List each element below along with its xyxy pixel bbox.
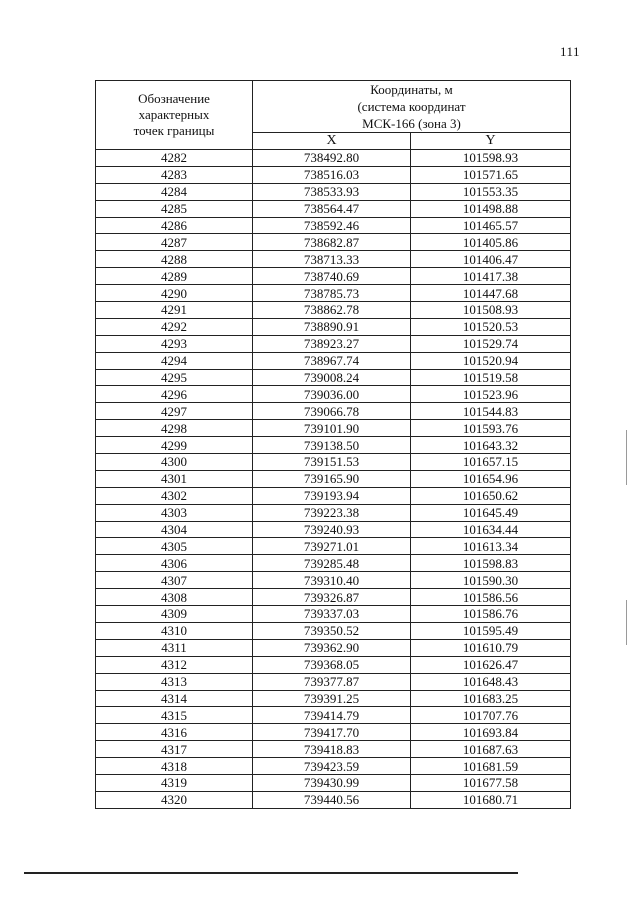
coordinates-header-line2: (система координат <box>357 99 466 114</box>
point-id-cell: 4295 <box>96 369 253 386</box>
y-coordinate-cell: 101498.88 <box>411 200 571 217</box>
y-coordinate-cell: 101613.34 <box>411 538 571 555</box>
y-coordinate-cell: 101598.83 <box>411 555 571 572</box>
point-id-cell: 4288 <box>96 251 253 268</box>
designation-header-line1: Обозначение <box>138 91 210 106</box>
coordinates-header-line3: МСК-166 (зона 3) <box>362 116 461 131</box>
point-id-cell: 4304 <box>96 521 253 538</box>
table-row <box>96 335 571 352</box>
x-coordinate-cell: 739193.94 <box>253 487 411 504</box>
y-coordinate-cell: 101634.44 <box>411 521 571 538</box>
x-coordinate-cell: 739418.83 <box>253 741 411 758</box>
table-row <box>96 285 571 302</box>
table-row <box>96 724 571 741</box>
x-coordinate-cell: 738516.03 <box>253 166 411 183</box>
table-row <box>96 673 571 690</box>
y-coordinate-cell: 101654.96 <box>411 470 571 487</box>
x-coordinate-cell: 738890.91 <box>253 318 411 335</box>
point-id-cell: 4315 <box>96 707 253 724</box>
footer-rule <box>24 872 518 874</box>
x-coordinate-cell: 738967.74 <box>253 352 411 369</box>
y-coordinate-cell: 101447.68 <box>411 285 571 302</box>
point-id-cell: 4314 <box>96 690 253 707</box>
point-id-cell: 4303 <box>96 504 253 521</box>
table-row <box>96 538 571 555</box>
table-row <box>96 217 571 234</box>
x-coordinate-cell: 739165.90 <box>253 470 411 487</box>
y-coordinate-cell: 101680.71 <box>411 791 571 808</box>
y-coordinate-cell: 101520.94 <box>411 352 571 369</box>
x-coordinate-cell: 739066.78 <box>253 403 411 420</box>
table-row <box>96 622 571 639</box>
table-row <box>96 183 571 200</box>
point-id-cell: 4290 <box>96 285 253 302</box>
x-coordinate-cell: 739417.70 <box>253 724 411 741</box>
x-coordinate-cell: 739423.59 <box>253 758 411 775</box>
y-coordinate-cell: 101687.63 <box>411 741 571 758</box>
table-row <box>96 470 571 487</box>
table-row <box>96 487 571 504</box>
point-id-cell: 4291 <box>96 302 253 319</box>
y-coordinate-cell: 101643.32 <box>411 437 571 454</box>
x-coordinate-cell: 739337.03 <box>253 606 411 623</box>
point-id-cell: 4294 <box>96 352 253 369</box>
y-column-header: Y <box>411 133 571 150</box>
y-coordinate-cell: 101523.96 <box>411 386 571 403</box>
coordinates-header-line1: Координаты, м <box>370 82 453 97</box>
table-row <box>96 369 571 386</box>
table-row <box>96 639 571 656</box>
x-coordinate-cell: 739223.38 <box>253 504 411 521</box>
y-coordinate-cell: 101520.53 <box>411 318 571 335</box>
point-id-cell: 4310 <box>96 622 253 639</box>
y-coordinate-cell: 101586.76 <box>411 606 571 623</box>
y-coordinate-cell: 101681.59 <box>411 758 571 775</box>
y-coordinate-cell: 101417.38 <box>411 268 571 285</box>
point-id-cell: 4308 <box>96 589 253 606</box>
point-id-cell: 4306 <box>96 555 253 572</box>
point-id-cell: 4283 <box>96 166 253 183</box>
x-coordinate-cell: 739008.24 <box>253 369 411 386</box>
x-coordinate-cell: 738592.46 <box>253 217 411 234</box>
point-id-cell: 4316 <box>96 724 253 741</box>
point-id-cell: 4299 <box>96 437 253 454</box>
y-coordinate-cell: 101405.86 <box>411 234 571 251</box>
x-coordinate-cell: 739391.25 <box>253 690 411 707</box>
table-row <box>96 200 571 217</box>
table-row <box>96 420 571 437</box>
table-row <box>96 589 571 606</box>
table-row <box>96 521 571 538</box>
table-row <box>96 504 571 521</box>
coordinates-header <box>253 81 571 133</box>
point-id-cell: 4292 <box>96 318 253 335</box>
table-row <box>96 268 571 285</box>
x-coordinate-cell: 739101.90 <box>253 420 411 437</box>
point-id-cell: 4289 <box>96 268 253 285</box>
x-coordinate-cell: 739285.48 <box>253 555 411 572</box>
y-coordinate-cell: 101590.30 <box>411 572 571 589</box>
table-row <box>96 572 571 589</box>
point-id-cell: 4298 <box>96 420 253 437</box>
table-row <box>96 774 571 791</box>
point-id-cell: 4296 <box>96 386 253 403</box>
x-coordinate-cell: 738785.73 <box>253 285 411 302</box>
y-coordinate-cell: 101648.43 <box>411 673 571 690</box>
x-coordinate-cell: 739362.90 <box>253 639 411 656</box>
y-coordinate-cell: 101683.25 <box>411 690 571 707</box>
y-coordinate-cell: 101707.76 <box>411 707 571 724</box>
point-id-cell: 4311 <box>96 639 253 656</box>
point-id-cell: 4309 <box>96 606 253 623</box>
y-coordinate-cell: 101586.56 <box>411 589 571 606</box>
y-coordinate-cell: 101650.62 <box>411 487 571 504</box>
point-id-cell: 4319 <box>96 774 253 791</box>
y-coordinate-cell: 101626.47 <box>411 656 571 673</box>
y-coordinate-cell: 101598.93 <box>411 150 571 167</box>
table-row <box>96 606 571 623</box>
y-coordinate-cell: 101610.79 <box>411 639 571 656</box>
point-id-cell: 4307 <box>96 572 253 589</box>
table-row <box>96 707 571 724</box>
y-coordinate-cell: 101571.65 <box>411 166 571 183</box>
designation-header-line2: характерных <box>138 107 210 122</box>
y-coordinate-cell: 101544.83 <box>411 403 571 420</box>
table-row <box>96 166 571 183</box>
point-id-cell: 4285 <box>96 200 253 217</box>
x-coordinate-cell: 738713.33 <box>253 251 411 268</box>
designation-header-line3: точек границы <box>133 123 215 138</box>
point-id-cell: 4312 <box>96 656 253 673</box>
point-id-cell: 4284 <box>96 183 253 200</box>
y-coordinate-cell: 101553.35 <box>411 183 571 200</box>
scan-margin-mark <box>626 430 627 485</box>
table-row <box>96 302 571 319</box>
y-coordinate-cell: 101406.47 <box>411 251 571 268</box>
y-coordinate-cell: 101508.93 <box>411 302 571 319</box>
point-id-cell: 4301 <box>96 470 253 487</box>
x-coordinate-cell: 738740.69 <box>253 268 411 285</box>
point-id-cell: 4317 <box>96 741 253 758</box>
table-row <box>96 454 571 471</box>
x-coordinate-cell: 739240.93 <box>253 521 411 538</box>
x-coordinate-cell: 738564.47 <box>253 200 411 217</box>
x-coordinate-cell: 739350.52 <box>253 622 411 639</box>
point-id-cell: 4302 <box>96 487 253 504</box>
point-id-cell: 4305 <box>96 538 253 555</box>
point-id-cell: 4300 <box>96 454 253 471</box>
table-row <box>96 690 571 707</box>
x-coordinate-cell: 739138.50 <box>253 437 411 454</box>
y-coordinate-cell: 101677.58 <box>411 774 571 791</box>
x-coordinate-cell: 739310.40 <box>253 572 411 589</box>
x-coordinate-cell: 739430.99 <box>253 774 411 791</box>
table-row <box>96 352 571 369</box>
y-coordinate-cell: 101519.58 <box>411 369 571 386</box>
table-row <box>96 555 571 572</box>
y-coordinate-cell: 101529.74 <box>411 335 571 352</box>
table-row <box>96 318 571 335</box>
x-coordinate-cell: 738862.78 <box>253 302 411 319</box>
x-coordinate-cell: 739377.87 <box>253 673 411 690</box>
y-coordinate-cell: 101645.49 <box>411 504 571 521</box>
point-id-cell: 4318 <box>96 758 253 775</box>
y-coordinate-cell: 101465.57 <box>411 217 571 234</box>
point-id-cell: 4286 <box>96 217 253 234</box>
x-coordinate-cell: 739368.05 <box>253 656 411 673</box>
y-coordinate-cell: 101595.49 <box>411 622 571 639</box>
point-id-cell: 4293 <box>96 335 253 352</box>
x-coordinate-cell: 739036.00 <box>253 386 411 403</box>
table-row <box>96 150 571 167</box>
x-coordinate-cell: 739414.79 <box>253 707 411 724</box>
x-coordinate-cell: 738492.80 <box>253 150 411 167</box>
point-id-cell: 4297 <box>96 403 253 420</box>
table-row <box>96 251 571 268</box>
x-coordinate-cell: 739326.87 <box>253 589 411 606</box>
table-row <box>96 234 571 251</box>
designation-header <box>96 81 253 150</box>
table-body <box>96 150 571 809</box>
table-row <box>96 403 571 420</box>
x-coordinate-cell: 739271.01 <box>253 538 411 555</box>
y-coordinate-cell: 101593.76 <box>411 420 571 437</box>
table-row <box>96 437 571 454</box>
page-number: 111 <box>560 44 581 59</box>
x-coordinate-cell: 738923.27 <box>253 335 411 352</box>
table-row <box>96 656 571 673</box>
coordinates-table <box>95 80 571 809</box>
point-id-cell: 4287 <box>96 234 253 251</box>
table-row <box>96 386 571 403</box>
point-id-cell: 4320 <box>96 791 253 808</box>
y-coordinate-cell: 101693.84 <box>411 724 571 741</box>
x-coordinate-cell: 738533.93 <box>253 183 411 200</box>
scan-margin-mark <box>626 600 627 645</box>
table-row <box>96 758 571 775</box>
x-coordinate-cell: 739151.53 <box>253 454 411 471</box>
table-row <box>96 741 571 758</box>
y-coordinate-cell: 101657.15 <box>411 454 571 471</box>
x-coordinate-cell: 739440.56 <box>253 791 411 808</box>
point-id-cell: 4282 <box>96 150 253 167</box>
x-column-header: X <box>253 133 411 150</box>
point-id-cell: 4313 <box>96 673 253 690</box>
table-row <box>96 791 571 808</box>
x-coordinate-cell: 738682.87 <box>253 234 411 251</box>
